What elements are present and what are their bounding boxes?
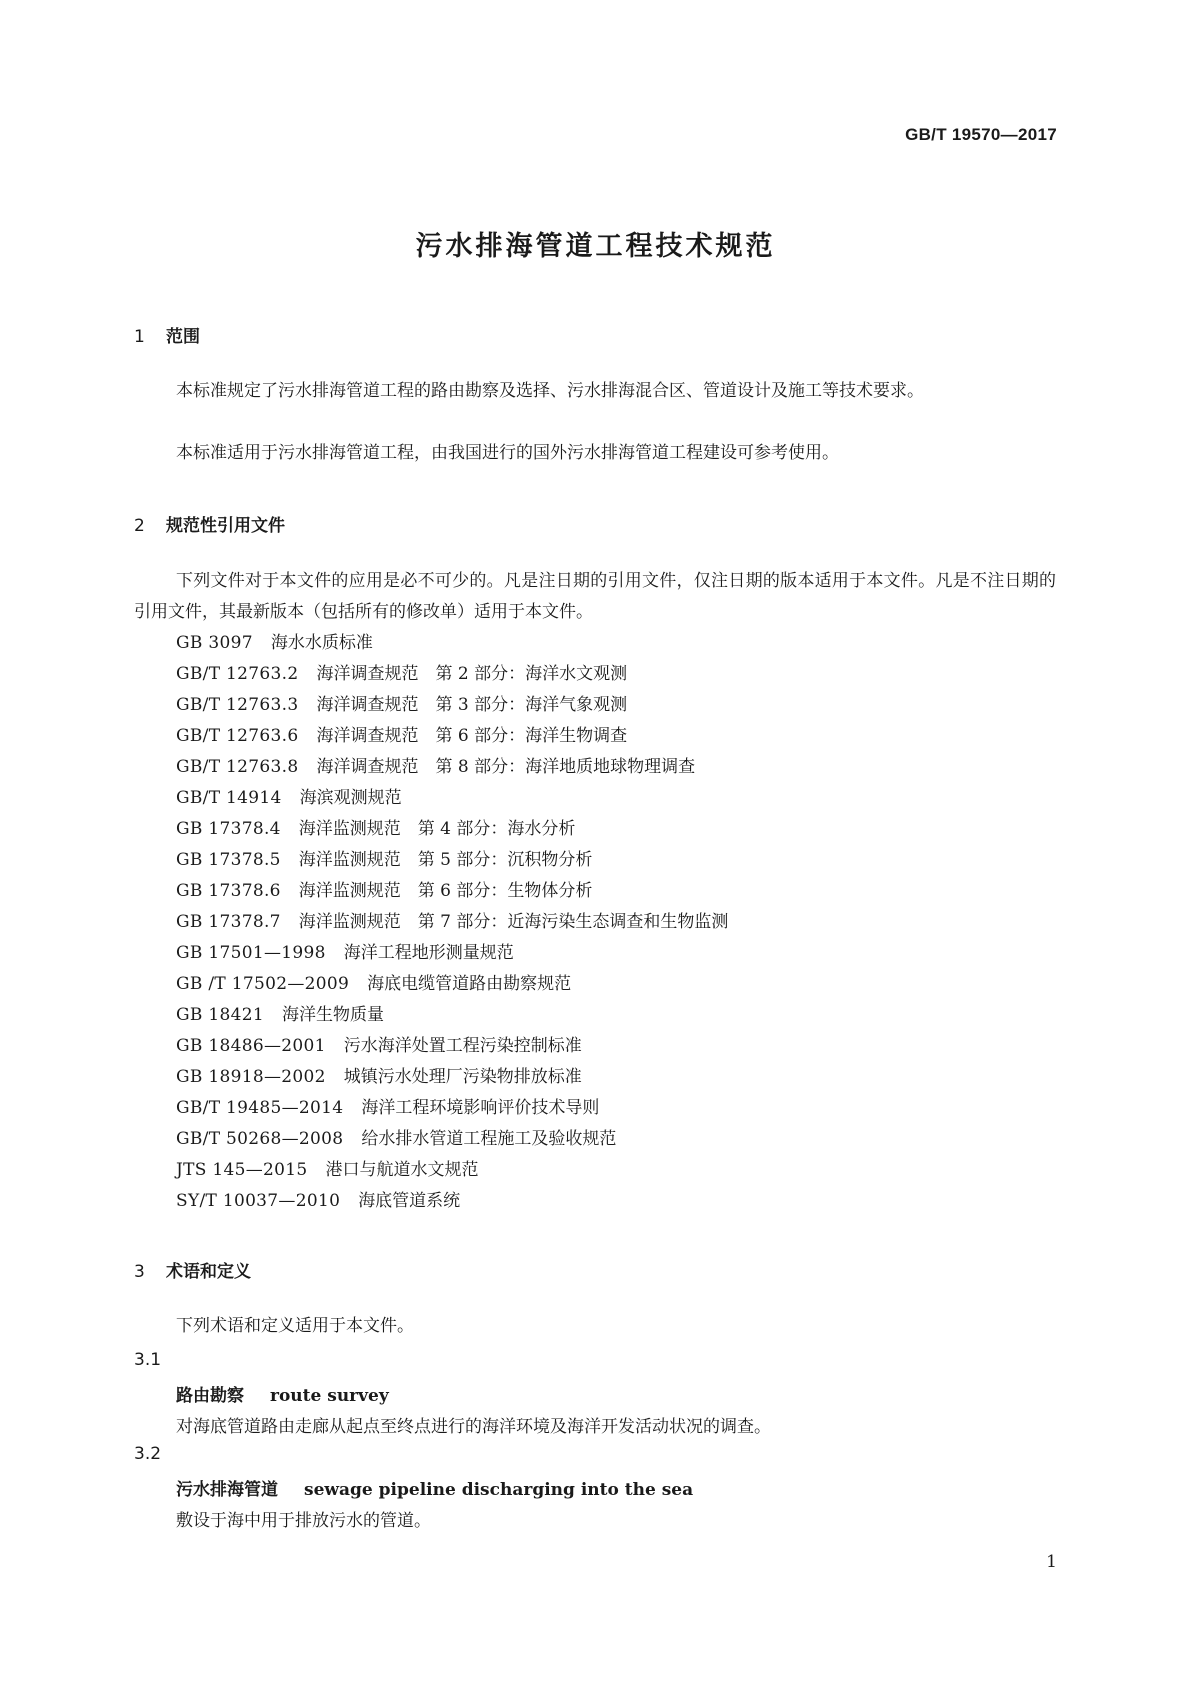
- reference-code: GB 18486—2001: [176, 1036, 326, 1056]
- reference-item: [176, 1124, 1056, 1155]
- reference-code: GB/T 19485—2014: [176, 1098, 344, 1118]
- paragraph: 下列术语和定义适用于本文件。: [176, 1316, 414, 1336]
- reference-code: GB 3097: [176, 633, 253, 653]
- term-chinese: 路由勘察: [176, 1386, 244, 1406]
- reference-name: 污水海洋处置工程污染控制标准: [343, 1036, 582, 1056]
- reference-name: 海洋调查规范 第 2 部分：海洋水文观测: [316, 664, 628, 684]
- section-number: 3: [134, 1262, 145, 1282]
- reference-item: [176, 1155, 1056, 1186]
- section-1-heading: [134, 322, 200, 347]
- reference-item: [176, 969, 1056, 1000]
- page-number: 1: [1046, 1552, 1057, 1572]
- reference-name: 城镇污水处理厂污染物排放标准: [343, 1067, 582, 1087]
- reference-code: GB/T 12763.2: [176, 664, 299, 684]
- reference-name: 海洋生物质量: [281, 1005, 384, 1025]
- reference-name: 海洋工程地形测量规范: [343, 943, 514, 963]
- reference-code: GB 17501—1998: [176, 943, 326, 963]
- section-title: 范围: [166, 327, 200, 347]
- reference-item: [176, 783, 1056, 814]
- document-title: 污水排海管道工程技术规范: [415, 231, 776, 262]
- reference-name: 港口与航道水文规范: [325, 1160, 479, 1180]
- reference-code: GB/T 12763.6: [176, 726, 299, 746]
- term-chinese: 污水排海管道: [176, 1480, 278, 1500]
- standard-code: GB/T 19570—2017: [905, 125, 1057, 144]
- reference-name: 海洋监测规范 第 6 部分：生物体分析: [298, 881, 593, 901]
- reference-item: [176, 752, 1056, 783]
- paragraph: 下列文件对于本文件的应用是必不可少的。凡是注日期的引用文件，仅注日期的版本适用于本文件。凡是不注日期的引用文件，其最新版本（包括所有的修改单）适用于本文件。: [134, 571, 1056, 622]
- normative-reference-list: [176, 628, 1056, 1217]
- reference-name: 海洋工程环境影响评价技术导则: [361, 1098, 600, 1118]
- reference-code: GB 17378.4: [176, 819, 281, 839]
- term-number: 3.2: [134, 1444, 162, 1464]
- reference-item: [176, 907, 1056, 938]
- reference-code: JTS 145—2015: [176, 1160, 308, 1180]
- reference-name: 海洋调查规范 第 3 部分：海洋气象观测: [316, 695, 628, 715]
- reference-name: 海底电缆管道路由勘察规范: [367, 974, 572, 994]
- section-title: 规范性引用文件: [166, 516, 285, 536]
- section-title: 术语和定义: [166, 1262, 251, 1282]
- reference-item: [176, 845, 1056, 876]
- reference-code: GB /T 17502—2009: [176, 974, 350, 994]
- reference-code: GB 17378.5: [176, 850, 281, 870]
- reference-name: 海洋监测规范 第 5 部分：沉积物分析: [298, 850, 593, 870]
- reference-code: GB 17378.6: [176, 881, 281, 901]
- reference-item: [176, 690, 1056, 721]
- reference-name: 给水排水管道工程施工及验收规范: [361, 1129, 617, 1149]
- section-number: 2: [134, 516, 145, 536]
- reference-item: [176, 1093, 1056, 1124]
- reference-code: GB/T 12763.3: [176, 695, 299, 715]
- term-heading: [176, 1381, 389, 1406]
- term-english: sewage pipeline discharging into the sea: [304, 1480, 694, 1500]
- section-number: 1: [134, 327, 145, 347]
- reference-item: [176, 1062, 1056, 1093]
- reference-item: [176, 1000, 1056, 1031]
- term-definition: 对海底管道路由走廊从起点至终点进行的海洋环境及海洋开发活动状况的调查。: [176, 1417, 771, 1437]
- reference-item: [176, 721, 1056, 752]
- reference-name: 海洋调查规范 第 6 部分：海洋生物调查: [316, 726, 628, 746]
- section-2-heading: [134, 511, 285, 536]
- paragraph: 本标准适用于污水排海管道工程，由我国进行的国外污水排海管道工程建设可参考使用。: [176, 443, 839, 463]
- reference-item: [176, 1186, 1056, 1217]
- reference-code: GB/T 12763.8: [176, 757, 299, 777]
- reference-code: SY/T 10037—2010: [176, 1191, 341, 1211]
- paragraph: 本标准规定了污水排海管道工程的路由勘察及选择、污水排海混合区、管道设计及施工等技术要求。: [176, 381, 924, 401]
- reference-item: [176, 876, 1056, 907]
- reference-name: 海洋调查规范 第 8 部分：海洋地质地球物理调查: [316, 757, 696, 777]
- section-3-heading: [134, 1257, 251, 1282]
- reference-code: GB 17378.7: [176, 912, 281, 932]
- reference-code: GB 18421: [176, 1005, 264, 1025]
- reference-item: [176, 938, 1056, 969]
- reference-code: GB 18918—2002: [176, 1067, 326, 1087]
- reference-name: 海洋监测规范 第 4 部分：海水分析: [298, 819, 576, 839]
- reference-item: [176, 628, 1056, 659]
- term-number: 3.1: [134, 1350, 162, 1370]
- reference-item: [176, 814, 1056, 845]
- term-english: route survey: [270, 1386, 389, 1406]
- reference-name: 海滨观测规范: [299, 788, 402, 808]
- reference-code: GB/T 50268—2008: [176, 1129, 344, 1149]
- reference-name: 海水水质标准: [270, 633, 373, 653]
- reference-name: 海底管道系统: [358, 1191, 461, 1211]
- reference-item: [176, 659, 1056, 690]
- reference-code: GB/T 14914: [176, 788, 282, 808]
- reference-item: [176, 1031, 1056, 1062]
- reference-name: 海洋监测规范 第 7 部分：近海污染生态调查和生物监测: [298, 912, 729, 932]
- term-definition: 敷设于海中用于排放污水的管道。: [176, 1511, 431, 1531]
- term-heading: [176, 1475, 693, 1500]
